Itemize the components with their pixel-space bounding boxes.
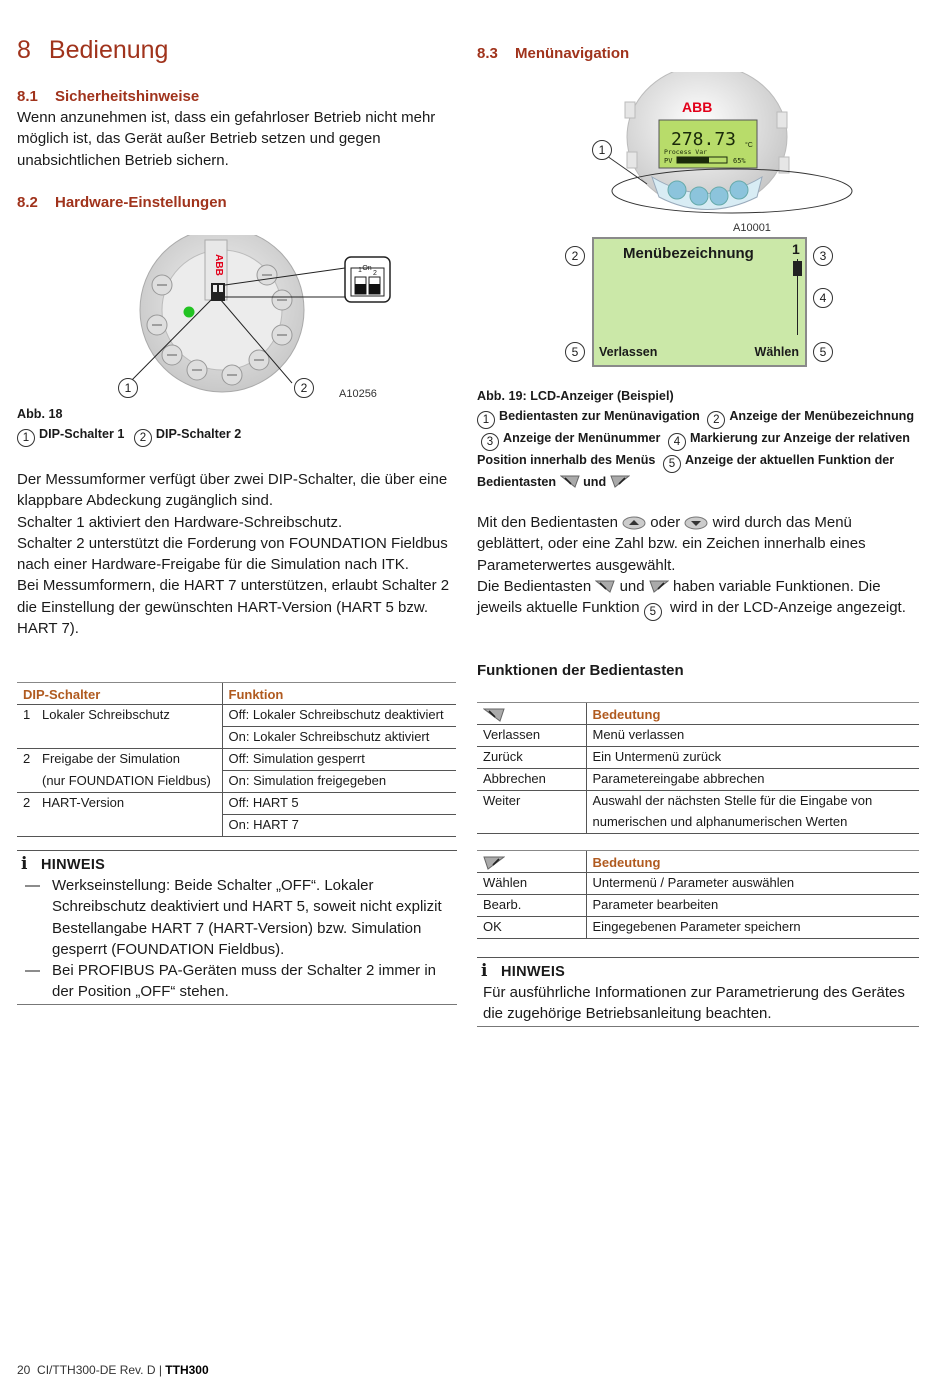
left-softkey-icon	[483, 708, 505, 722]
page-number: 20	[17, 1363, 31, 1377]
section-number: 8.1	[17, 88, 38, 105]
paragraph: Schalter 1 aktiviert den Hardware-Schreibschutz.	[17, 513, 343, 531]
hinweis-box-2	[477, 957, 919, 1027]
table-cell-dip: 1 Lokaler Schreibschutz	[23, 707, 170, 722]
down-key-icon	[684, 516, 708, 530]
right-key-table	[477, 850, 919, 939]
chapter-name: Bedienung	[48, 36, 169, 64]
table-cell-dip	[17, 815, 222, 837]
abb-logo-small: ABB	[213, 254, 224, 276]
table-cell-dip: (nur FOUNDATION Fieldbus)	[42, 772, 211, 788]
lcd-unit: °C	[745, 142, 753, 149]
right-softkey-icon	[483, 856, 505, 870]
table-cell-dip: 2 HART-Version	[23, 795, 125, 810]
abb-logo: ABB	[682, 99, 713, 115]
figure-18-dip-switch-image	[87, 235, 397, 405]
caption-number-2: 2	[134, 429, 152, 447]
figure-19-image-id: A10001	[733, 222, 771, 234]
callout-5-left: 5	[565, 342, 585, 362]
callout-ref-5: 5	[644, 603, 662, 621]
table-header-key	[477, 851, 586, 873]
right-key-label: Wählen	[754, 345, 799, 359]
info-icon: i	[481, 961, 488, 981]
section-8-1-heading	[17, 88, 199, 105]
left-softkey-icon	[595, 579, 615, 594]
table-header-meaning: Bedeutung	[586, 851, 919, 873]
left-key-table	[477, 702, 919, 834]
document-id: CI/TTH300-DE Rev. D	[37, 1363, 156, 1377]
hinweis-box-1	[17, 850, 457, 1005]
lcd-schematic	[592, 237, 807, 367]
page-footer: 20 CI/TTH300-DE Rev. D | TTH300	[17, 1363, 209, 1377]
figure-19-caption: Abb. 19: LCD-Anzeiger (Beispiel) 1 Bedientasten zur Menünavigation 2 Anzeige der Menübezeichnung 3 Anzeige der Menünummer 4 Markierung zur Anzeige der relativen Position innerhalb des Menüs 5 Anzeige der aktuellen Funktion der Bedientasten und	[477, 389, 915, 489]
table-header-meaning: Bedeutung	[586, 703, 919, 725]
caption-title: Abb. 19:	[477, 389, 527, 403]
table-row: Bearb. Parameter bearbeiten	[477, 895, 919, 917]
caption-label-1: DIP-Schalter 1	[39, 426, 125, 441]
section-8-2-heading	[17, 194, 227, 211]
hinweis-text: Für ausführliche Informationen zur Parametrierung des Gerätes die zugehörige Betriebsanleitung beachten.	[483, 984, 905, 1023]
table-cell-function: Off: Simulation gesperrt	[222, 749, 456, 771]
right-softkey-icon	[649, 579, 669, 594]
callout-1: 1	[118, 378, 138, 398]
caption-number-1: 1	[17, 429, 35, 447]
lcd-label: Process Var	[664, 148, 708, 156]
up-key-icon	[622, 516, 646, 530]
callout-1: 1	[592, 140, 612, 160]
lcd-indicator-illustration	[577, 72, 877, 237]
paragraph: Bei Messumformern, die HART 7 unterstützen, erlaubt Schalter 2 die Einstellung der gewünschten HART-Version (HART 5 bzw. HART 7).	[17, 577, 450, 638]
table-cell-dip: 2 Freigabe der Simulation	[23, 751, 181, 766]
table-row: Zurück Ein Untermenü zurück	[477, 747, 919, 769]
hinweis-title: i HINWEIS	[477, 958, 919, 982]
left-softkey-icon	[560, 474, 580, 489]
table-cell-function: Off: HART 5	[222, 793, 456, 815]
table-row: numerischen und alphanumerischen Werten	[477, 812, 919, 834]
table-row: Verlassen Menü verlassen	[477, 725, 919, 747]
caption-subtitle: LCD-Anzeiger (Beispiel)	[530, 389, 674, 403]
dip-switch-table	[17, 682, 456, 837]
scroll-marker	[793, 261, 802, 276]
hinweis-item: — Werkseinstellung: Beide Schalter „OFF“. Lokaler Schreibschutz deaktiviert und HART 5, soweit nicht explizit Bestellangabe HART 7 (HART-Version) bzw. Simulation gesperrt (FOUNDATION Fieldbus).	[25, 877, 442, 958]
callout-3: 3	[813, 246, 833, 266]
paragraph: Schalter 2 unterstützt die Forderung von FOUNDATION Fieldbus nach einer Hardware-Freigabe für die Simulation nach ITK.	[17, 534, 448, 574]
table-cell-function: On: HART 7	[222, 815, 456, 837]
paragraph: Mit den Bedientasten oder wird durch das Menü geblättert, oder eine Zahl bzw. ein Zeichen innerhalb eines Parameterwertes ausgewählt.	[477, 514, 866, 574]
caption-label-2: DIP-Schalter 2	[155, 426, 242, 441]
callout-4: 4	[813, 288, 833, 308]
paragraph: Der Messumformer verfügt über zwei DIP-Schalter, die über eine klappbare Abdeckung zugänglich sind.	[17, 471, 448, 510]
table-row	[17, 771, 456, 793]
paragraph: Die Bedientasten und haben variable Funktionen. Die jeweils aktuelle Funktion 5 wird in der LCD-Anzeige angezeigt.	[477, 576, 919, 621]
figure-18-caption	[17, 405, 457, 447]
section-title: Hardware-Einstellungen	[55, 194, 227, 211]
functions-heading: Funktionen der Bedientasten	[477, 662, 684, 679]
table-header-function: Funktion	[222, 683, 456, 705]
table-row: OK Eingegebenen Parameter speichern	[477, 917, 919, 939]
chapter-number: 8	[17, 36, 31, 64]
dip-number-2: 2	[373, 270, 377, 277]
section-8-3-heading	[477, 45, 629, 62]
dip-switch-description	[17, 469, 457, 639]
table-row: Wählen Untermenü / Parameter auswählen	[477, 873, 919, 895]
section-title: Sicherheitshinweise	[55, 88, 200, 105]
lcd-pv: PV	[664, 157, 673, 165]
hinweis-title: i HINWEIS	[17, 851, 457, 875]
section-number: 8.3	[477, 45, 498, 62]
hinweis-item: — Bei PROFIBUS PA-Geräten muss der Schalter 2 immer in der Position „OFF“ stehen.	[25, 962, 437, 1001]
dip-on-label: On	[362, 265, 372, 272]
safety-text: Wenn anzunehmen ist, dass ein gefahrloser Betrieb nicht mehr möglich ist, das Gerät außer Betrieb setzen und gegen unabsichtlichen Betrieb sichern.	[17, 109, 436, 169]
table-row	[17, 727, 456, 749]
table-cell-function: On: Simulation freigegeben	[222, 771, 456, 793]
left-key-label: Verlassen	[599, 345, 658, 359]
table-row: Weiter Auswahl der nächsten Stelle für die Eingabe von	[477, 791, 919, 813]
table-cell-function: On: Lokaler Schreibschutz aktiviert	[222, 727, 456, 749]
table-row: Abbrechen Parametereingabe abbrechen	[477, 769, 919, 791]
figure-19-device-image	[577, 72, 877, 237]
table-row	[17, 749, 456, 771]
section-number: 8.2	[17, 194, 38, 211]
table-header-key	[477, 703, 586, 725]
right-softkey-icon	[610, 474, 630, 489]
caption-title: Abb. 18	[17, 407, 63, 421]
navigation-text	[477, 512, 919, 621]
dip-number-1: 1	[358, 267, 362, 274]
section-title: Menünavigation	[515, 45, 630, 62]
menu-number-label: 1	[792, 241, 800, 257]
lcd-value: 278.73	[671, 129, 737, 150]
table-row	[17, 705, 456, 727]
info-icon: i	[21, 854, 28, 874]
table-cell-function: Off: Lokaler Schreibschutz deaktiviert	[222, 705, 456, 727]
lcd-percent: 65%	[733, 157, 746, 165]
callout-2: 2	[565, 246, 585, 266]
product-name: TTH300	[165, 1363, 209, 1377]
callout-2: 2	[294, 378, 314, 398]
chapter-title	[17, 36, 168, 65]
callout-5-right: 5	[813, 342, 833, 362]
table-header-dip: DIP-Schalter	[17, 683, 222, 705]
table-row	[17, 815, 456, 837]
menu-title-label: Menübezeichnung	[623, 245, 754, 262]
figure-18-image-id: A10256	[339, 388, 377, 400]
table-cell-dip	[17, 727, 222, 749]
table-row	[17, 793, 456, 815]
